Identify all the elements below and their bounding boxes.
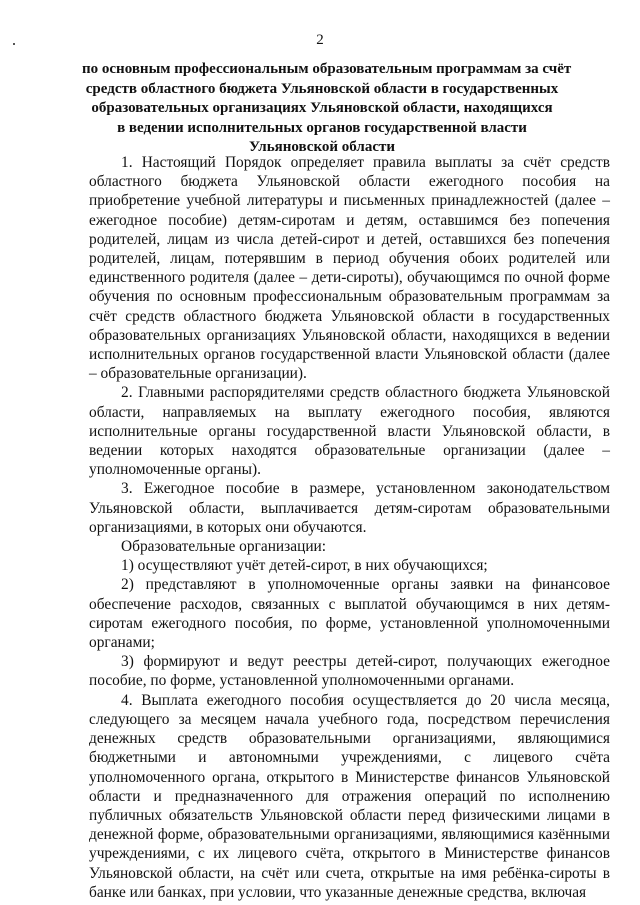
paragraph-organizations-intro: Образовательные организации: [121, 538, 327, 556]
list-item-1: 1) осуществляют учёт детей-сирот, в них обучающихся; [121, 557, 488, 575]
title-line: образовательных организациях Ульяновской области, находящихся [91, 100, 553, 116]
title-line: средств областного бюджета Ульяновской области в государственных [85, 80, 559, 97]
paragraph-1: 1. Настоящий Порядок определяет правила выплаты за счёт средств областного бюджета Ульяновской области ежегодного пособия на приобретение учебной литературы и письменных принадлежностей (далее – ежегодное пособие) детям-сиротам и детям, оставшимся без попечения родителей, лицам из числа детей-сирот и детей, оставшихся без попечения родителей, лицам, потерявшим в период обучения обоих родителей или единственного родителя (далее – дети-сироты), обучающимся по очной форме обучения по основным профессиональным образовательным программам за счёт средств областного бюджета Ульяновской области в государственных образовательных организациях Ульяновской области, находящихся в ведении исполнительных органов государственной власти Ульяновской области (далее – образовательные организации). [89, 154, 610, 383]
list-item-2: 2) представляют в уполномоченные органы заявки на финансовое обеспечение расходов, связанных с выплатой обучающимся в них детям-сиротам ежегодного пособия, по форме, установленной уполномоченными органами; [89, 576, 610, 652]
list-item-3: 3) формируют и ведут реестры детей-сирот, получающих ежегодное пособие, по форме, установленной уполномоченными органами. [89, 653, 610, 690]
page-number: 2 [316, 32, 324, 48]
document-body [89, 153, 610, 902]
title-line: по основным профессиональным образовательным программам за счёт [82, 61, 572, 77]
paragraph-4: 4. Выплата ежегодного пособия осуществляется до 20 числа месяца, следующего за месяцем начала учебного года, посредством перечисления денежных средств образовательными организациями, являющимися бюджетными и автономными учреждениями, с лицевого счёта уполномоченного органа, открытого в Министерстве финансов Ульяновской области и предназначенного для отражения операций по исполнению публичных обязательств Ульяновской области перед физическими лицами в денежной форме, образовательными организациями, являющимися казёнными учреждениями, с их лицевого счёта, открытого в Министерстве финансов Ульяновской области, на счёт или счета, открытые на имя ребёнка-сироты в банке или банках, при условии, что указанные денежные средства, включая [89, 691, 610, 901]
paragraph-2: 2. Главными распорядителями средств областного бюджета Ульяновской области, направляемых на выплату ежегодного пособия, являются исполнительные органы государственной власти Ульяновской области, в ведении которых находятся образовательные организации (далее – уполномоченные органы). [89, 384, 610, 479]
title-line: в ведении исполнительных органов государственной власти [117, 119, 527, 136]
document-title [82, 60, 572, 158]
title-line: Ульяновской области [248, 139, 396, 155]
paragraph-3: 3. Ежегодное пособие в размере, установленном законодательством Ульяновской области, выплачивается детям-сиротам образовательными организациями, в которых они обучаются. [89, 480, 610, 536]
